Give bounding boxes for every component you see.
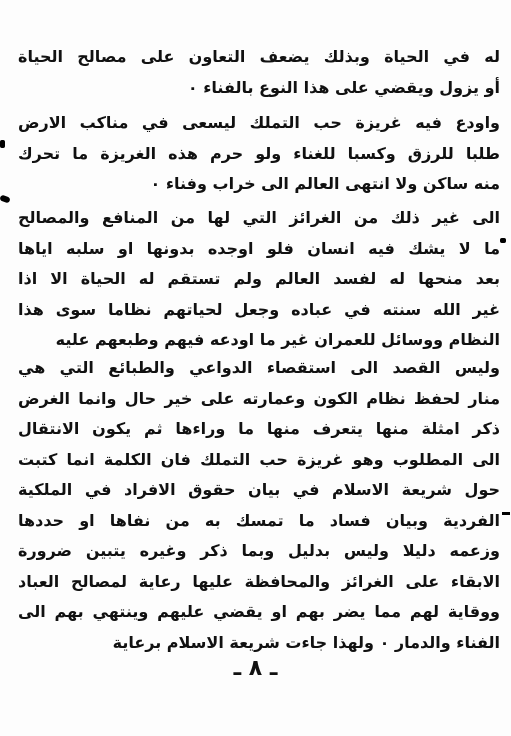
text-line: الابقاء على الغرائز والمحافظة عليها رعاية لمصالح العباد xyxy=(18,571,500,591)
scan-speck xyxy=(0,194,11,203)
text-line: أو يزول ويقضي على هذا النوع بالفناء ٠ xyxy=(187,77,500,97)
paragraph-1 xyxy=(18,42,500,103)
text-line: الى المطلوب وهو غريزة حب التملك فان الكلمة انما كتبت xyxy=(18,449,500,469)
text-line: واودع فيه غريزة حب التملك ليسعى في مناكب الارض xyxy=(18,113,500,132)
text-line: وليس القصد الى استقصاء الدواعي والطبائع التي هي xyxy=(18,358,500,377)
text-line: وزعمه دليلا وليس بدليل وبما ذكر وغيره يتبين ضرورة xyxy=(18,541,500,560)
text-line: منار لحفظ نظام الكون وعمارته على خير حال وانما الغرض xyxy=(18,388,500,408)
scan-speck xyxy=(500,238,506,243)
text-line: الفناء والدمار ٠ ولهذا جاءت شريعة الاسلام برعاية xyxy=(112,632,500,652)
text-line: ووقاية لهم مما يضر بهم او يقضي عليهم وينتهي بهم الى xyxy=(18,602,500,621)
paragraph-2 xyxy=(18,108,500,200)
text-line: ما لا يشك فيه انسان فلو اوجده بدونها او سلبه اياها xyxy=(18,238,500,258)
text-line: بعد منحها له لفسد العالم ولم تستقم له الحياة الا اذا xyxy=(18,269,500,288)
text-line: منه ساكن ولا انتهى العالم الى خراب وفناء ٠ xyxy=(150,174,500,193)
text-line: الفردية وبيان فساد ما تمسك به من نفاها او حددها xyxy=(18,510,500,530)
text-line: الى غير ذلك من الغرائز التي لها من المنافع والمصالح xyxy=(18,208,500,227)
text-line: غير الله سنته في عباده وجعل لحياتهم نظاما سوى هذا xyxy=(18,299,500,319)
text-line: له في الحياة وبذلك يضعف التعاون على مصالح الحياة xyxy=(18,47,500,66)
scan-speck xyxy=(0,140,5,148)
text-line: حول شريعة الاسلام في بيان حقوق الافراد في الملكية xyxy=(18,480,500,499)
paragraph-4 xyxy=(18,353,500,658)
text-line: النظام ووسائل للعمران غير ما اودعه فيهم وطبعهم عليه xyxy=(55,330,500,349)
text-line: طلبا للرزق وكسبا للغناء ولو حرم هذه الغريزة ما تحرك xyxy=(18,143,500,163)
page-number: ـ ٨ ـ xyxy=(233,656,278,681)
scan-speck xyxy=(502,512,510,515)
text-line: ذكر امثلة منها يتعرف منها ما وراءها ثم يكون الانتقال xyxy=(18,419,500,438)
paragraph-3 xyxy=(18,203,500,356)
